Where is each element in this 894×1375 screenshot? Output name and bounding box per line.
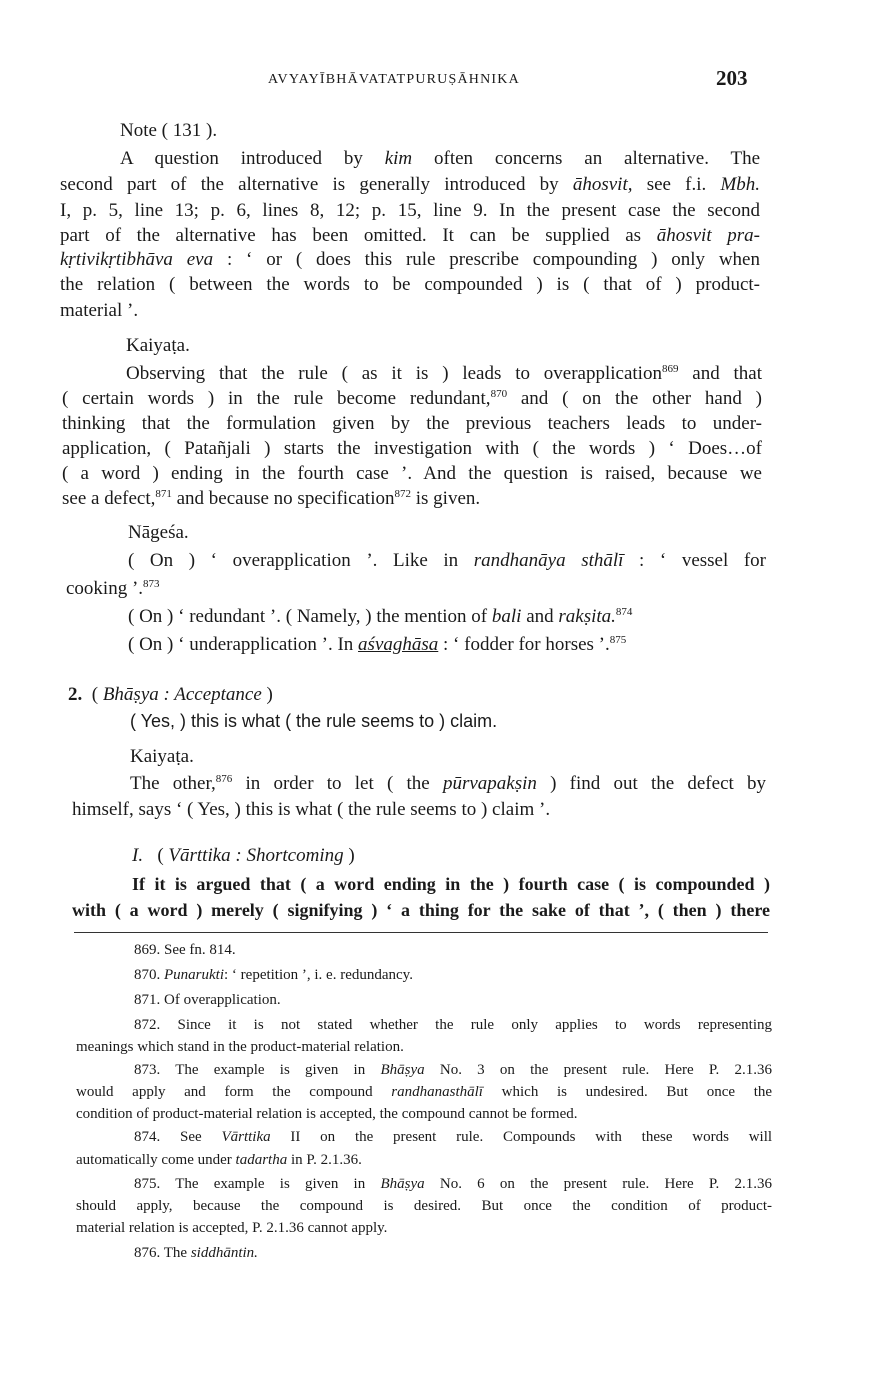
footnote-870: 870. Punarukti: ‘ repetition ’, i. e. redundancy.: [134, 967, 413, 983]
paragraph-line: A question introduced by kim often concerns an alternative. The: [120, 148, 761, 169]
footnote-ref[interactable]: 874: [615, 606, 633, 618]
paragraph-line: Observing that the rule ( as it is ) leads to overapplication$^{869}$ and that: [126, 363, 762, 384]
paragraph-line: application, ( Patañjali ) starts the investigation with ( the words ) ‘ Does…of: [62, 438, 762, 459]
footnote-872-cont: meanings which stand in the product-material relation.: [76, 1039, 404, 1055]
footnote-ref[interactable]: 870: [490, 388, 508, 400]
kaiyata-heading: Kaiyaṭa.: [126, 335, 190, 356]
footnote-874: 874. See Vārttika II on the present rule. Compounds with these words will: [134, 1129, 773, 1145]
paragraph-line: I, p. 5, line 13; p. 6, lines 8, 12; p. 15, line 9. In the present case the second: [60, 200, 760, 221]
footnote-875-cont: should apply, because the compound is desired. But once the condition of product-: [76, 1198, 772, 1214]
footnote-ref[interactable]: 875: [609, 634, 627, 646]
footnote-871: 871. Of overapplication.: [134, 992, 281, 1008]
footnote-876: 876. The siddhāntin.: [134, 1245, 258, 1261]
footnote-ref[interactable]: 872: [394, 488, 411, 500]
paragraph-line: the relation ( between the words to be compounded ) is ( that of ) product-: [60, 274, 760, 295]
footnote-875: 875. The example is given in Bhāṣya No. 6 on the present rule. Here P. 2.1.36: [134, 1176, 773, 1192]
paragraph-line: ( certain words ) in the rule become redundant,$^{870}$ and ( on the other hand ): [62, 388, 762, 409]
paragraph-line: part of the alternative has been omitted. It can be supplied as āhosvit pra-: [60, 225, 760, 246]
footnote-869: 869. See fn. 814.: [134, 942, 236, 958]
paragraph-line: himself, says ‘ ( Yes, ) this is what ( the rule seems to ) claim ’.: [72, 799, 551, 820]
note-heading: Note ( 131 ).: [120, 120, 218, 141]
footnote-873: 873. The example is given in Bhāṣya No. 3 on the present rule. Here P. 2.1.36: [134, 1062, 773, 1078]
footnote-divider: [74, 932, 768, 933]
varttika-heading: I. ( Vārttika : Shortcoming ): [132, 845, 355, 866]
paragraph-line: ( a word ) ending in the fourth case ’. And the question is raised, because we: [62, 463, 762, 484]
footnote-ref[interactable]: 876: [215, 773, 233, 785]
paragraph-line: ( On ) ‘ overapplication ’. Like in randhanāya sthālī : ‘ vessel for: [128, 550, 766, 571]
footnote-873-cont: would apply and form the compound randhanasthālī which is undesired. But once the: [76, 1084, 773, 1100]
paragraph-line: kṛtivikṛtibhāva eva : ‘ or ( does this rule prescribe compounding ) only when: [60, 249, 760, 270]
varttika-text-line: If it is argued that ( a word ending in the ) fourth case ( is compounded ): [132, 874, 770, 894]
page-number: 203: [716, 66, 748, 90]
paragraph-line: second part of the alternative is generally introduced by āhosvit, see f.i. Mbh.: [60, 174, 761, 195]
running-title: AVYAYĪBHĀVATATPURUṢĀHNIKA: [268, 72, 520, 87]
footnote-ref[interactable]: 873: [143, 578, 160, 590]
nagesa-heading: Nāgeśa.: [128, 522, 189, 543]
bhasya-text: ( Yes, ) this is what ( the rule seems to ) claim.: [130, 711, 498, 731]
section-heading: 2. ( Bhāṣya : Acceptance ): [68, 684, 273, 705]
footnote-874-cont: automatically come under tadartha in P. 2.1.36.: [76, 1152, 362, 1168]
paragraph-line: ( On ) ‘ redundant ’. ( Namely, ) the mention of bali and rakṣita.$^{874}$: [128, 606, 633, 627]
varttika-text-line: with ( a word ) merely ( signifying ) ‘ a thing for the sake of that ’, ( then ) there: [72, 900, 770, 920]
footnote-875-cont: material relation is accepted, P. 2.1.36 cannot apply.: [76, 1220, 388, 1236]
paragraph-line: ( On ) ‘ underapplication ’. In aśvaghāsa : ‘ fodder for horses ’.$^{875}$: [128, 634, 627, 655]
footnote-ref[interactable]: 869: [661, 363, 679, 375]
footnote-873-cont: condition of product-material relation is accepted, the compound cannot be formed.: [76, 1106, 578, 1122]
paragraph-line: The other,$^{876}$ in order to let ( the pūrvapakṣin ) find out the defect by: [130, 773, 766, 794]
footnote-ref[interactable]: 871: [155, 488, 172, 500]
paragraph-line: thinking that the formulation given by the previous teachers leads to under-: [62, 413, 762, 434]
paragraph-line: material ’.: [60, 300, 139, 321]
paragraph-line: see a defect,$^{871}$ and because no specification$^{872}$ is given.: [62, 488, 481, 509]
paragraph-line: cooking ’.$^{873}$: [66, 578, 160, 599]
kaiyata-heading: Kaiyaṭa.: [130, 746, 194, 767]
footnote-872: 872. Since it is not stated whether the rule only applies to words representing: [134, 1017, 772, 1033]
